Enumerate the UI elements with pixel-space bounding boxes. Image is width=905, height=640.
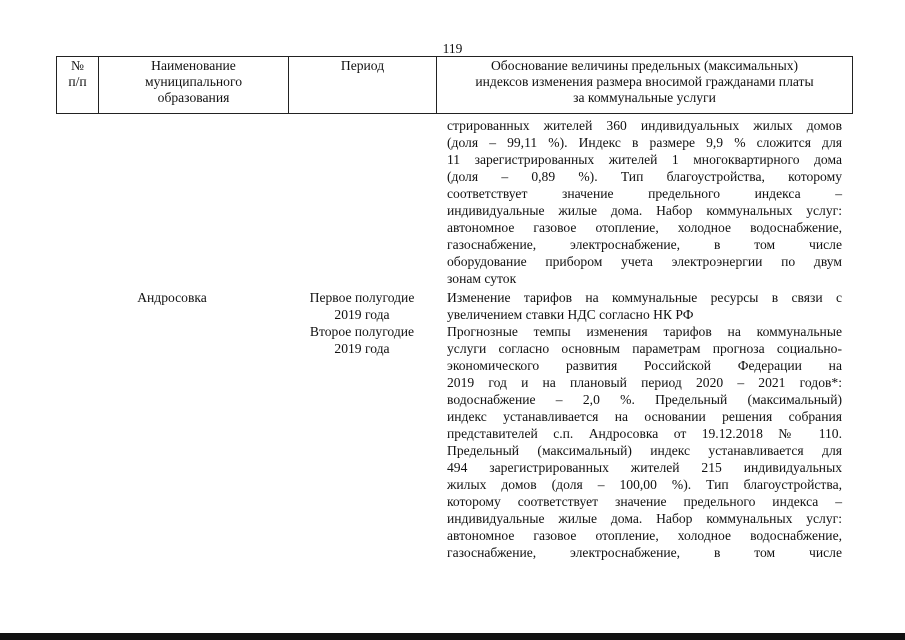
header-text: Период <box>340 58 385 73</box>
text-line: экономического развития Российской Федерации на <box>447 358 842 373</box>
text-line: (доля – 99,11 %). Индекс в размере 9,9 % сложится для <box>447 135 842 150</box>
text-line: жилых домов (доля – 100,00 %). Тип благоустройства, <box>447 477 842 492</box>
text-line: индивидуальные жилые дома. Набор коммунальных услуг: <box>447 203 842 218</box>
period-first-half <box>288 289 436 323</box>
text-line: индивидуальные жилые дома. Набор коммунальных услуг: <box>447 511 842 526</box>
header-col-number <box>57 57 99 113</box>
header-text: индексов изменения размера вносимой гражданами платы <box>475 74 814 89</box>
header-text: за коммунальные услуги <box>573 90 716 105</box>
header-text: № <box>71 58 84 73</box>
text-line: 2019 год и на плановый период 2020 – 2021 годов*: <box>447 375 842 390</box>
text-line: Предельный (максимальный) индекс устанавливается для <box>447 443 842 458</box>
period-second-half <box>288 323 436 357</box>
text-line: газоснабжение, электроснабжение, в том числе <box>447 545 842 560</box>
header-text: муниципального <box>144 74 242 89</box>
text-line: Изменение тарифов на коммунальные ресурсы в связи с <box>447 290 842 305</box>
text-line: услуги согласно основным параметрам прогноза социально- <box>447 341 842 356</box>
scan-bottom-edge <box>0 633 905 640</box>
period-text: 2019 года <box>334 307 390 322</box>
text-line: оборудование прибором учета электроэнергии по двум <box>447 254 842 269</box>
header-col-period <box>289 57 437 113</box>
text-line: Прогнозные темпы изменения тарифов на коммунальные <box>447 324 842 339</box>
text-line: соответствует значение предельного индекса – <box>447 186 842 201</box>
period-text: Второе полугодие <box>309 324 415 339</box>
header-col-municipality <box>99 57 289 113</box>
municipality-name: Андросовка <box>137 290 207 305</box>
period-text: Первое полугодие <box>309 290 415 305</box>
text-line: (доля – 0,89 %). Тип благоустройства, которому <box>447 169 842 184</box>
page-number: 119 <box>442 41 463 56</box>
text-line: зонам суток <box>447 271 517 286</box>
header-col-basis <box>437 57 852 113</box>
text-line: 11 зарегистрированных жителей 1 многоквартирного дома <box>447 152 842 167</box>
basis-first-half <box>447 289 842 323</box>
text-line: 494 зарегистрированных жителей 215 индивидуальных <box>447 460 842 475</box>
period-text: 2019 года <box>334 341 390 356</box>
text-line: стрированных жителей 360 индивидуальных жилых домов <box>447 118 842 133</box>
text-line: увеличением ставки НДС согласно НК РФ <box>447 307 694 322</box>
basis-second-half <box>447 323 842 561</box>
text-line: представителей с.п. Андросовка от 19.12.2018 № 110. <box>447 426 842 441</box>
header-text: образования <box>157 90 230 105</box>
text-line: автономное газовое отопление, холодное водоснабжение, <box>447 528 842 543</box>
text-line: автономное газовое отопление, холодное водоснабжение, <box>447 220 842 235</box>
continuation-text <box>447 117 842 287</box>
header-text: п/п <box>68 74 87 89</box>
header-text: Наименование <box>151 58 236 73</box>
text-line: газоснабжение, электроснабжение, в том числе <box>447 237 842 252</box>
text-line: индекс устанавливается на основании решения собрания <box>447 409 842 424</box>
table-header <box>56 56 853 114</box>
text-line: водоснабжение – 2,0 %. Предельный (максимальный) <box>447 392 842 407</box>
header-text: Обоснование величины предельных (максимальных) <box>490 58 799 73</box>
text-line: которому соответствует значение предельного индекса – <box>447 494 842 509</box>
